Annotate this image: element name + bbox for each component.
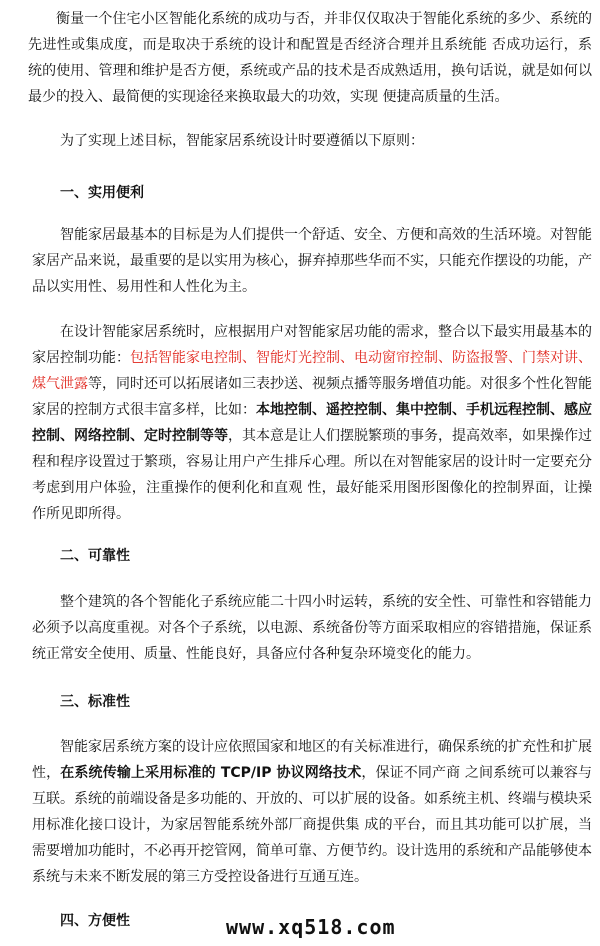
text-span: ，保证不同产商 之间系统可以兼容与互联。系统的前端设备是多功能的、开放的、可以扩展的设备。如系统主机、终端与模块采用标准化接口设计，为家居智能系统外部厂商提供集 成的平台，而且其功能可以扩展，当需要增加功能时，不必再开挖管网，简单可靠、方便节约。设计选用的系统和产品能够使本系统与未来不断发展的第三方受控设备进行互通互连。 (32, 765, 592, 885)
text-span: 等，同时还可以拓展诸如三表抄送、视频点播等服务增值功能。对很多个性化智能家居的控制方式很丰富多样，比如： (32, 376, 592, 418)
practical-paragraph-1: 智能家居最基本的目标是为人们提供一个舒适、安全、方便和高效的生活环境。对智能家居产品来说，最重要的是以实用为核心，摒弃掉那些华而不实，只能充作摆设的功能，产品以实用性、易用性和人性化为主。 (32, 227, 592, 295)
heading-reliability: 二、可靠性 (60, 548, 130, 564)
highlight-functions: 包括智能家电控制、智能灯光控制、电动窗帘控制、防盗报警、门禁对讲、煤气泄露 (32, 350, 592, 392)
intro-paragraph: 衡量一个住宅小区智能化系统的成功与否，并非仅仅取决于智能化系统的多少、系统的先进性或集成度，而是取决于系统的设计和配置是否经济合理并且系统能 否成功运行，系统的使用、管理和维护是否方便，系统或产品的技术是否成熟适用，换句话说，就是如何以最少的投入、最简便的实现途径来换取最大的功效，实现 便捷高质量的生活。 (28, 11, 592, 105)
bold-tcpip: 在系统传输上采用标准的 TCP/IP 协议网络技术 (60, 765, 362, 781)
heading-convenience: 四、方便性 (60, 913, 130, 929)
text-span: 智能家居系统方案的设计应依照国家和地区的有关标准进行，确保系统的扩充性和扩展性， (32, 739, 592, 781)
heading-practical: 一、实用便利 (60, 185, 144, 201)
bold-control-methods: 本地控制、遥控控制、集中控制、手机远程控制、感应控制、网络控制、定时控制等等 (32, 402, 592, 444)
reliability-paragraph: 整个建筑的各个智能化子系统应能二十四小时运转，系统的安全性、可靠性和容错能力必须予以高度重视。对各个子系统，以电源、系统备份等方面采取相应的容错措施，保证系统正常安全使用、质量、性能良好，具备应付各种复杂环境变化的能力。 (32, 594, 592, 662)
heading-standard: 三、标准性 (60, 694, 130, 710)
practical-paragraph-2 (32, 319, 592, 527)
text-span: ，其本意是让人们摆脱繁琐的事务，提高效率，如果操作过程和程序设置过于繁琐，容易让用户产生排斥心理。所以在对智能家居的设计时一定要充分考虑到用户体验，注重操作的便利化和直观 性，最好能采用图形图像化的控制界面，让操作所见即所得。 (32, 428, 592, 522)
principles-intro: 为了实现上述目标，智能家居系统设计时要遵循以下原则： (60, 133, 424, 149)
standard-paragraph (32, 734, 592, 890)
site-watermark: www.xq518.com (226, 915, 396, 939)
text-span: 在设计智能家居系统时，应根据用户对智能家居功能的需求，整合以下最实用最基本的家居控制功能： (32, 324, 592, 366)
